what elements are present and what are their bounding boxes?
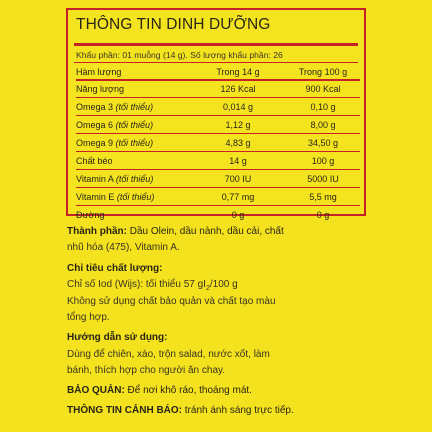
row-value-14g: 700 IU bbox=[224, 174, 252, 184]
row-value-14g: 14 g bbox=[229, 156, 247, 166]
row-divider bbox=[76, 187, 360, 188]
table-row bbox=[76, 82, 360, 98]
warning-label: THÔNG TIN CẢNH BÁO: bbox=[67, 405, 182, 416]
row-divider bbox=[76, 97, 360, 98]
storage-text: Để nơi khô ráo, thoáng mát. bbox=[124, 385, 252, 396]
serving-divider bbox=[74, 62, 358, 63]
storage-label: BẢO QUẢN: bbox=[67, 385, 125, 396]
quality-line-3: tổng hợp. bbox=[67, 312, 110, 323]
row-divider bbox=[76, 133, 360, 134]
row-divider bbox=[76, 205, 360, 206]
header-label: Hàm lượng bbox=[76, 67, 122, 77]
table-row bbox=[76, 154, 360, 170]
row-label: Năng lượng bbox=[76, 84, 124, 94]
table-header-row bbox=[76, 65, 360, 81]
table-row bbox=[76, 118, 360, 134]
row-value-14g: 4,83 g bbox=[225, 138, 251, 148]
row-value-14g: 0,77 mg bbox=[221, 192, 255, 202]
ingredients-text: Dầu Olein, dầu nành, dầu cải, chất bbox=[127, 226, 284, 237]
row-value-14g: 126 Kcal bbox=[220, 84, 256, 94]
ingredients-line-2: nhũ hóa (475), Vitamin A. bbox=[67, 242, 180, 253]
header-per-14g: Trong 14 g bbox=[216, 67, 260, 77]
row-divider bbox=[76, 169, 360, 170]
nutrition-facts-panel bbox=[66, 8, 366, 220]
ingredients-label: Thành phần: bbox=[67, 226, 127, 237]
table-row bbox=[76, 136, 360, 152]
row-value-100g: 100 g bbox=[311, 156, 335, 166]
row-divider bbox=[76, 79, 360, 81]
warning-line bbox=[67, 405, 294, 416]
row-value-100g: 34,50 g bbox=[307, 138, 339, 148]
storage-line bbox=[67, 385, 252, 396]
usage-line-2: bánh, thích hợp cho người ăn chay. bbox=[67, 365, 226, 376]
panel-title: THÔNG TIN DINH DƯỠNG bbox=[76, 16, 271, 33]
usage-label: Hướng dẫn sử dụng: bbox=[67, 332, 168, 343]
quality-line-2: Không sử dụng chất bảo quản và chất tạo màu bbox=[67, 296, 276, 307]
row-value-14g: 1,12 g bbox=[225, 120, 251, 130]
table-row bbox=[76, 100, 360, 116]
table-row bbox=[76, 190, 360, 206]
row-value-100g: 0,10 g bbox=[310, 102, 336, 112]
row-value-100g: 5,5 mg bbox=[309, 192, 337, 202]
row-label: Omega 6 (tối thiểu) bbox=[76, 120, 154, 130]
row-label: Chất béo bbox=[76, 156, 113, 166]
row-value-14g: 0 g bbox=[231, 210, 245, 220]
row-label: Vitamin A (tối thiểu) bbox=[76, 174, 154, 184]
table-row bbox=[76, 208, 360, 224]
quality-label: Chỉ tiêu chất lượng: bbox=[67, 263, 163, 274]
row-value-100g: 0 g bbox=[316, 210, 330, 220]
row-value-100g: 8,00 g bbox=[310, 120, 336, 130]
row-label: Omega 3 (tối thiểu) bbox=[76, 102, 154, 112]
usage-line-1: Dùng để chiên, xào, trộn salad, nước xốt, làm bbox=[67, 349, 270, 360]
row-value-100g: 900 Kcal bbox=[305, 84, 341, 94]
header-per-100g: Trong 100 g bbox=[298, 67, 348, 77]
ingredients-line bbox=[67, 226, 284, 237]
warning-text: tránh ánh sáng trực tiếp. bbox=[182, 405, 294, 416]
row-label: Omega 9 (tối thiểu) bbox=[76, 138, 154, 148]
serving-info: Khẩu phần: 01 muỗng (14 g). Số lượng khẩu phần: 26 bbox=[76, 50, 283, 60]
quality-line-1: Chỉ số Iod (Wijs): tối thiểu 57 $gI_2/100$ g bbox=[67, 279, 238, 292]
row-value-100g: 5000 IU bbox=[307, 174, 339, 184]
row-divider bbox=[76, 151, 360, 152]
row-value-14g: 0,014 g bbox=[222, 102, 254, 112]
row-divider bbox=[76, 115, 360, 116]
row-label: Vitamin E (tối thiểu) bbox=[76, 192, 155, 202]
title-divider bbox=[74, 43, 358, 46]
table-row bbox=[76, 172, 360, 188]
row-label: Đường bbox=[76, 210, 105, 220]
